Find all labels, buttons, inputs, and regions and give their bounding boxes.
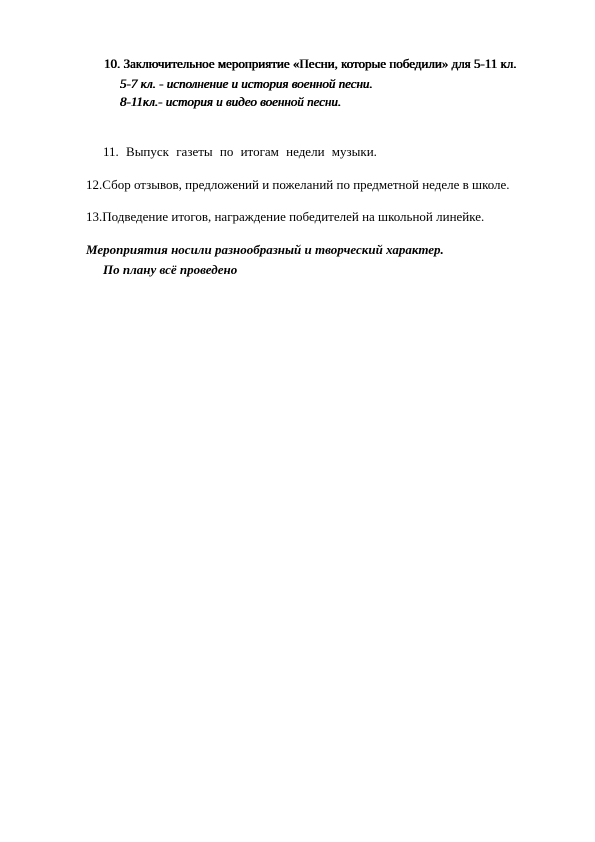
summary-line-1: Мероприятия носили разнообразный и творческий характер.: [86, 242, 444, 257]
item-11-newspaper: 11. Выпуск газеты по итогам недели музыки.: [103, 144, 377, 159]
item-10-subitem-grades-5-7: 5-7 кл. - исполнение и история военной песни.: [120, 76, 373, 91]
item-10-title: 10. Заключительное мероприятие «Песни, которые победили» для 5-11 кл.: [104, 56, 517, 71]
item-12-feedback: 12.Сбор отзывов, предложений и пожеланий по предметной неделе в школе.: [86, 177, 510, 192]
item-13-results: 13.Подведение итогов, награждение победителей на школьной линейке.: [86, 209, 485, 224]
summary-line-2: По плану всё проведено: [103, 262, 238, 277]
item-10-subitem-grades-8-11: 8-11кл.- история и видео военной песни.: [120, 94, 342, 109]
